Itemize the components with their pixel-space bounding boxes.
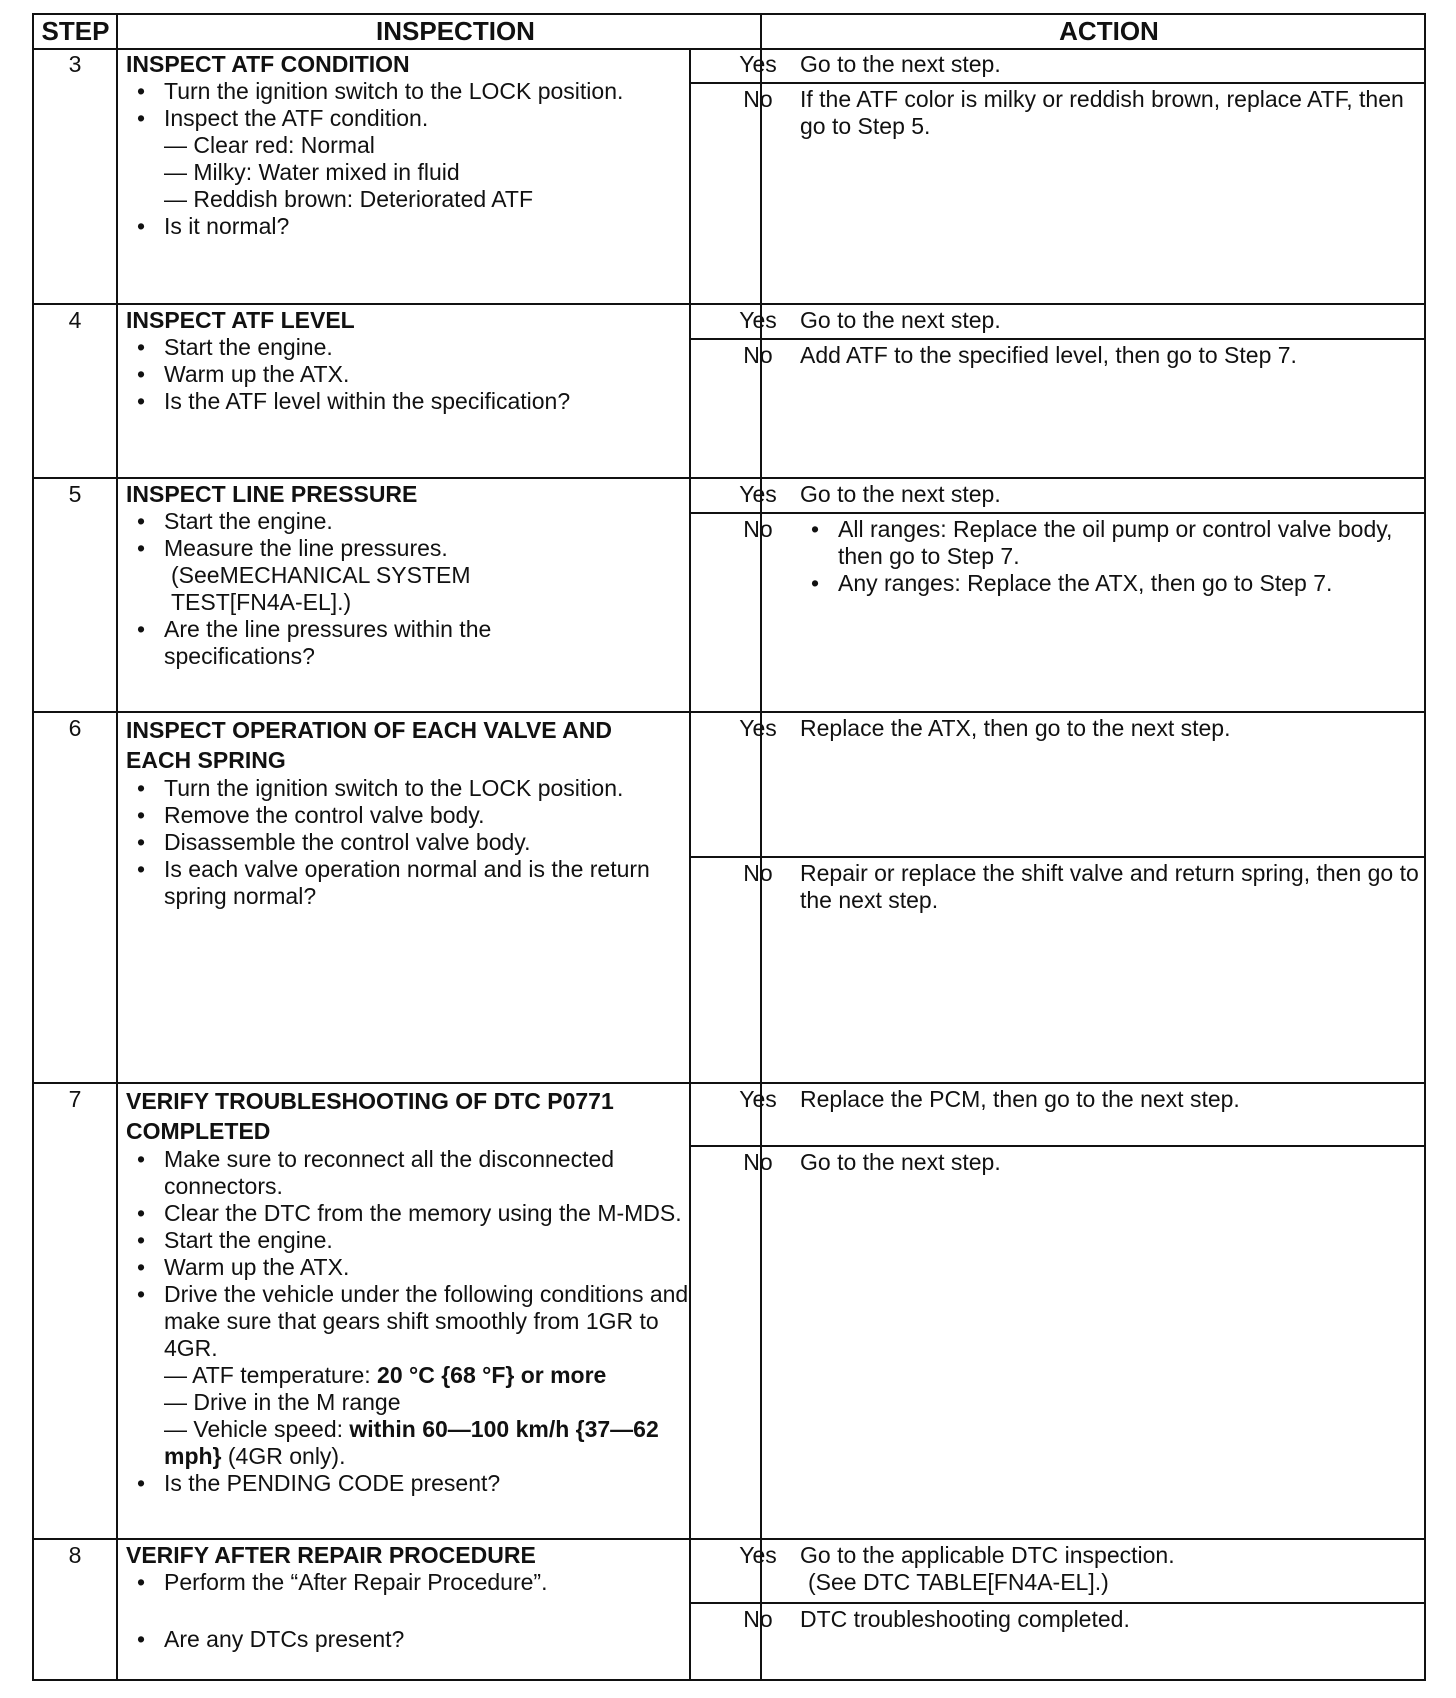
no-label: No <box>743 86 773 112</box>
yes-action: Go to the next step. <box>800 481 1001 507</box>
yes-label: Yes <box>739 715 777 741</box>
inspection-item: • Start the engine. <box>126 1227 701 1254</box>
no-action-item: • All ranges: Replace the oil pump or control valve body, then go to Step 7. <box>800 516 1420 570</box>
yes-no-divider <box>689 338 1424 340</box>
inspection-item: • Is each valve operation normal and is the return spring normal? <box>126 856 654 910</box>
header-inspection: INSPECTION <box>117 15 794 50</box>
inspection-item: • Start the engine. <box>126 334 701 361</box>
condition-temperature-value: 20 °C {68 °F} or more <box>377 1362 607 1388</box>
dtc-table-reference[interactable]: (See DTC TABLE[FN4A-EL].) <box>808 1569 1109 1595</box>
no-label: No <box>743 860 773 886</box>
yes-no-divider <box>689 1145 1424 1147</box>
no-action: Add ATF to the specified level, then go to Step 7. <box>800 342 1297 368</box>
yes-action: Replace the ATX, then go to the next step. <box>800 715 1231 741</box>
inspection-item: • Is the PENDING CODE present? <box>126 1470 701 1497</box>
yes-label: Yes <box>739 481 777 507</box>
no-label: No <box>743 516 773 542</box>
no-action: Go to the next step. <box>800 1149 1001 1175</box>
no-action <box>800 516 1420 597</box>
yes-action-text: Go to the applicable DTC inspection. <box>800 1542 1175 1568</box>
row-divider <box>34 303 1424 305</box>
yes-action <box>800 1542 1420 1596</box>
inspection-subitem: — Reddish brown: Deteriorated ATF <box>164 186 534 212</box>
row-divider <box>34 1082 1424 1084</box>
inspection-item: • Clear the DTC from the memory using the M-MDS. <box>126 1200 694 1227</box>
inspection-item: • Make sure to reconnect all the disconnected connectors. <box>126 1146 701 1200</box>
step-number: 5 <box>68 481 82 507</box>
inspection-title: INSPECT OPERATION OF EACH VALVE AND EACH SPRING <box>126 717 613 773</box>
step-number: 6 <box>68 715 82 741</box>
inspection-cell <box>126 481 701 670</box>
inspection-cell <box>126 1542 701 1653</box>
condition-speed-value: within 60—100 km/h {37—62 mph} <box>164 1416 659 1469</box>
yes-no-divider <box>689 512 1424 514</box>
yes-label: Yes <box>739 1086 777 1112</box>
no-action-item: • Any ranges: Replace the ATX, then go to Step 7. <box>800 570 1420 597</box>
yes-label: Yes <box>739 1542 777 1568</box>
inspection-item: • Warm up the ATX. <box>126 361 701 388</box>
step-number: 7 <box>68 1086 82 1112</box>
yes-action: Go to the next step. <box>800 307 1001 333</box>
condition-speed <box>126 1416 684 1470</box>
inspection-title: VERIFY AFTER REPAIR PROCEDURE <box>126 1542 536 1568</box>
inspection-cell <box>126 715 701 910</box>
divider-step <box>116 15 118 1679</box>
yes-action: Go to the next step. <box>800 51 1001 77</box>
inspection-item: • Measure the line pressures. <box>126 535 701 562</box>
inspection-title: INSPECT ATF CONDITION <box>126 51 410 77</box>
inspection-item: • Disassemble the control valve body. <box>126 829 701 856</box>
mechanical-test-reference[interactable]: (SeeMECHANICAL SYSTEM TEST[FN4A-EL].) <box>171 562 471 615</box>
header-action: ACTION <box>794 15 1424 50</box>
no-action: DTC troubleshooting completed. <box>800 1606 1130 1632</box>
inspection-item: • Turn the ignition switch to the LOCK position. <box>126 775 701 802</box>
inspection-cell <box>126 1086 701 1497</box>
yes-no-divider <box>689 856 1424 858</box>
inspection-title: INSPECT LINE PRESSURE <box>126 481 418 507</box>
inspection-item: • Is the ATF level within the specification? <box>126 388 701 415</box>
yes-no-divider <box>689 82 1424 84</box>
inspection-subitem: — Clear red: Normal <box>164 132 375 158</box>
troubleshooting-table <box>32 13 1426 1681</box>
inspection-item: • Turn the ignition switch to the LOCK position. <box>126 78 701 105</box>
yes-action: Replace the PCM, then go to the next step. <box>800 1086 1240 1112</box>
row-divider <box>34 1538 1424 1540</box>
inspection-item: • Inspect the ATF condition. <box>126 105 701 132</box>
header-step: STEP <box>34 15 117 50</box>
row-divider <box>34 711 1424 713</box>
inspection-item: • Are any DTCs present? <box>126 1626 701 1653</box>
yes-no-divider <box>689 1602 1424 1604</box>
inspection-item: • Are the line pressures within the specifications? <box>126 616 604 670</box>
step-number: 4 <box>68 307 82 333</box>
no-label: No <box>743 1149 773 1175</box>
condition-temperature-label: — ATF temperature: <box>164 1362 378 1388</box>
divider-action <box>760 15 762 1679</box>
yes-label: Yes <box>739 51 777 77</box>
step-number: 3 <box>68 51 82 77</box>
inspection-cell <box>126 307 701 415</box>
inspection-item: • Remove the control valve body. <box>126 802 701 829</box>
inspection-item: • Drive the vehicle under the following conditions and make sure that gears shift smoothly from 1GR to 4GR. <box>126 1281 701 1362</box>
inspection-item: • Is it normal? <box>126 213 701 240</box>
row-divider <box>34 477 1424 479</box>
inspection-cell <box>126 51 701 240</box>
inspection-title: VERIFY TROUBLESHOOTING OF DTC P0771 COMPLETED <box>126 1088 614 1144</box>
condition-speed-label: — Vehicle speed: <box>164 1416 350 1442</box>
no-label: No <box>743 1606 773 1632</box>
inspection-title: INSPECT ATF LEVEL <box>126 307 355 333</box>
inspection-subitem: — Milky: Water mixed in fluid <box>164 159 460 185</box>
inspection-item: • Perform the “After Repair Procedure”. <box>126 1569 701 1596</box>
inspection-item: • Start the engine. <box>126 508 701 535</box>
condition-speed-note: (4GR only). <box>221 1443 346 1469</box>
no-label: No <box>743 342 773 368</box>
step-number: 8 <box>68 1542 82 1568</box>
condition-range: — Drive in the M range <box>164 1389 401 1415</box>
no-action: Repair or replace the shift valve and return spring, then go to the next step. <box>800 860 1419 913</box>
inspection-item: • Warm up the ATX. <box>126 1254 701 1281</box>
no-action: If the ATF color is milky or reddish brown, replace ATF, then go to Step 5. <box>800 86 1404 139</box>
condition-temperature <box>126 1362 701 1389</box>
yes-label: Yes <box>739 307 777 333</box>
